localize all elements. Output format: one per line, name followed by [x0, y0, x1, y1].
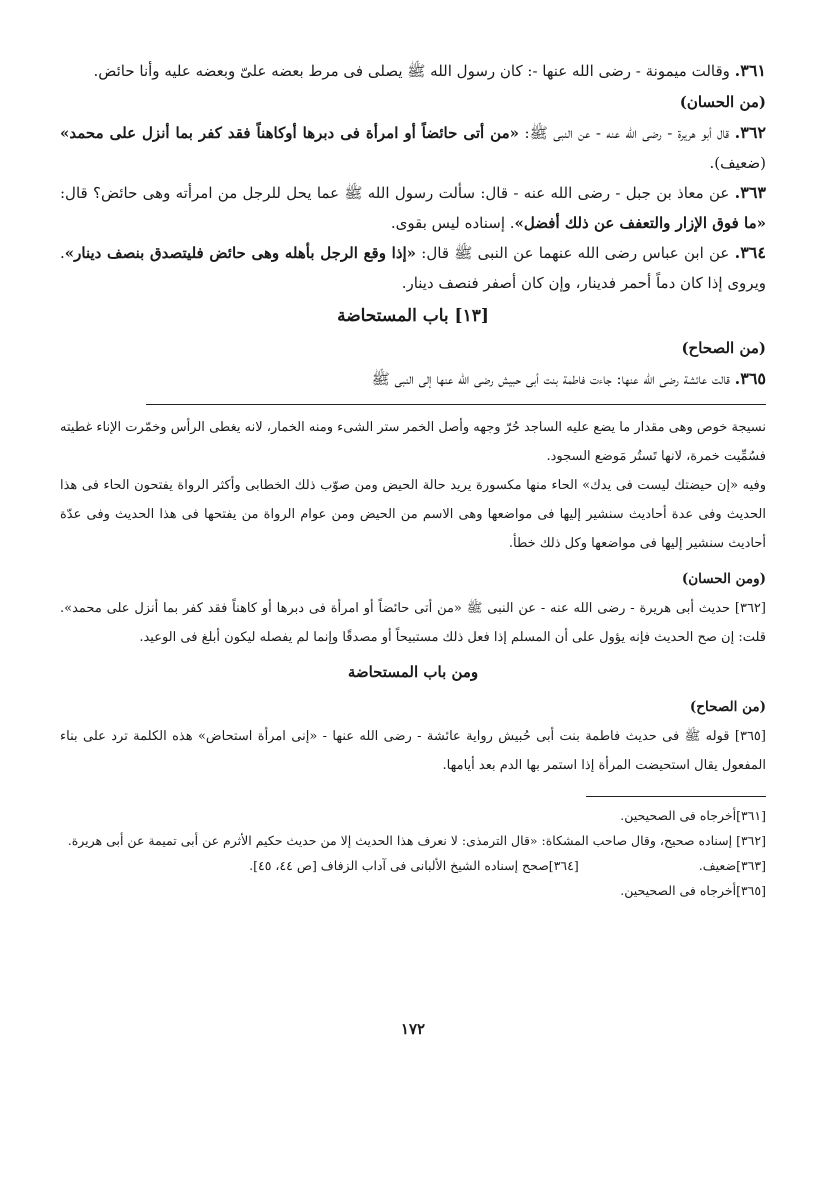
hadith-text: قال أبو هريرة - رضى الله عنه - عن النبى ﷺ: — [518, 124, 735, 142]
footnote-365: [٣٦٥]أخرجاه فى الصحيحين. — [620, 883, 766, 898]
commentary-paragraph: [٣٦٥] قوله ﷺ فى حديث فاطمة بنت أبى حُبيش رواية عائشة - رضى الله عنها - «إنى امرأة استحاض» هذه الكلمة ترد على بناء المفعول يقال استحيضت المرأة إذا استمر بها الدم بعد أيامها. — [60, 729, 766, 773]
footnote-362: [٣٦٢] إسناده صحيح، وقال صاحب المشكاة: «قال الترمذى: لا نعرف هذا الحديث إلا من حديث حكيم الأثرم عن أبى تميمة عن أبى هريرة. — [67, 833, 766, 848]
commentary-section-hasan: (ومن الحسان) — [681, 571, 766, 587]
commentary-section-sahah: (من الصحاح) — [689, 699, 766, 715]
hadith-quote: «ما فوق الإزار والتعفف عن ذلك أفضل» — [514, 214, 766, 232]
hadith-364 — [60, 238, 766, 298]
hadith-grade: (ضعيف). — [709, 154, 766, 172]
hadith-note: . ويروى إذا كان دماً أحمر فدينار، وإن كان أصفر فنصف دينار. — [60, 244, 766, 292]
hadith-text: وقالت ميمونة - رضى الله عنها -: كان رسول الله ﷺ يصلى فى مرط بعضه علىّ وبعضه عليه وأنا حائض. — [93, 62, 735, 80]
hadith-365 — [60, 364, 766, 394]
hadith-text: عن معاذ بن جبل - رضى الله عنه - قال: سألت رسول الله ﷺ عما يحل للرجل من امرأته وهى حائض؟ قال: — [60, 184, 735, 202]
commentary-paragraph: [٣٦٢] حديث أبى هريرة - رضى الله عنه - عن النبى ﷺ «من أتى حائضاً أو امرأة فى دبرها أو كاهناً فقد كفر بما أنزل على محمد». قلت: إن صح الحديث فإنه يؤول على أن المسلم إذا فعل ذلك مستبيحاً أو مصدقًا وإنما لم يفصله ليكون أبلغ فى الوعيد. — [60, 601, 766, 645]
hadith-number: ٣٦٥. — [734, 369, 766, 388]
commentary-divider — [146, 404, 766, 405]
hadith-number: ٣٦٣. — [734, 183, 766, 202]
hadith-number: ٣٦٤. — [734, 243, 766, 262]
hadith-363 — [60, 178, 766, 238]
hadith-361 — [60, 56, 766, 86]
hadith-grade: . إسناده ليس بقوى. — [390, 214, 515, 232]
footnote-361: [٣٦١]أخرجاه فى الصحيحين. — [620, 808, 766, 823]
page-number: ١٧٢ — [400, 1020, 426, 1038]
hadith-text: عن ابن عباس رضى الله عنهما عن النبى ﷺ قال: — [416, 244, 735, 262]
commentary-chapter-title: ومن باب المستحاضة — [347, 663, 479, 681]
section-heading-hasan: (من الحسان) — [679, 93, 766, 111]
chapter-title: [١٣] باب المستحاضة — [337, 306, 489, 326]
commentary-paragraph: وفيه «إن حيضتك ليست فى يدك» الحاء منها مكسورة يريد حالة الحيض ومن صوّب ذلك الخطابى وأكثر الرواة يفتحون الحاء فى هذا الحديث وفى عدة أحاديث سنشير إليها فى مواضعها وهى الاسم من الحيض ومن عوام الرواة من يفتحها فى هذا الحديث وفى عدّة أحاديث سنشير إليها فى مواضعها وكل ذلك خطأ. — [60, 478, 766, 551]
commentary-paragraph: نسيجة خوص وهى مقدار ما يضع عليه الساجد حُرّ وجهه وأصل الخمر ستر الشىء ومنه الخمار، لانه يغطى الرأس وخمّرت الإناء غطيته فسُمِّيت خمرة، لانها تَستُر مَوضع السجود. — [60, 420, 766, 464]
hadith-quote: «إذا وقع الرجل بأهله وهى حائض فليتصدق بنصف دينار» — [64, 244, 417, 262]
hadith-number: ٣٦٢. — [734, 123, 766, 142]
hadith-number: ٣٦١. — [734, 61, 766, 80]
footnote-363: [٣٦٣]ضعيف. — [698, 858, 766, 873]
footnote-row — [60, 853, 766, 878]
hadith-quote: «من أتى حائضاً أو امرأة فى دبرها أوكاهناً فقد كفر بما أنزل على محمد» — [60, 124, 519, 142]
footnote-divider — [586, 796, 766, 797]
footnote-364: [٣٦٤]صحح إسناده الشيخ الألبانى فى آداب الزفاف [ص ٤٤، ٤٥]. — [249, 858, 579, 873]
hadith-text: قالت عائشة رضى الله عنها: جاءت فاطمة بنت أبى حبيش رضى الله عنها إلى النبى ﷺ — [371, 370, 735, 388]
hadith-362 — [60, 118, 766, 178]
section-heading-sahah: (من الصحاح) — [681, 339, 766, 357]
